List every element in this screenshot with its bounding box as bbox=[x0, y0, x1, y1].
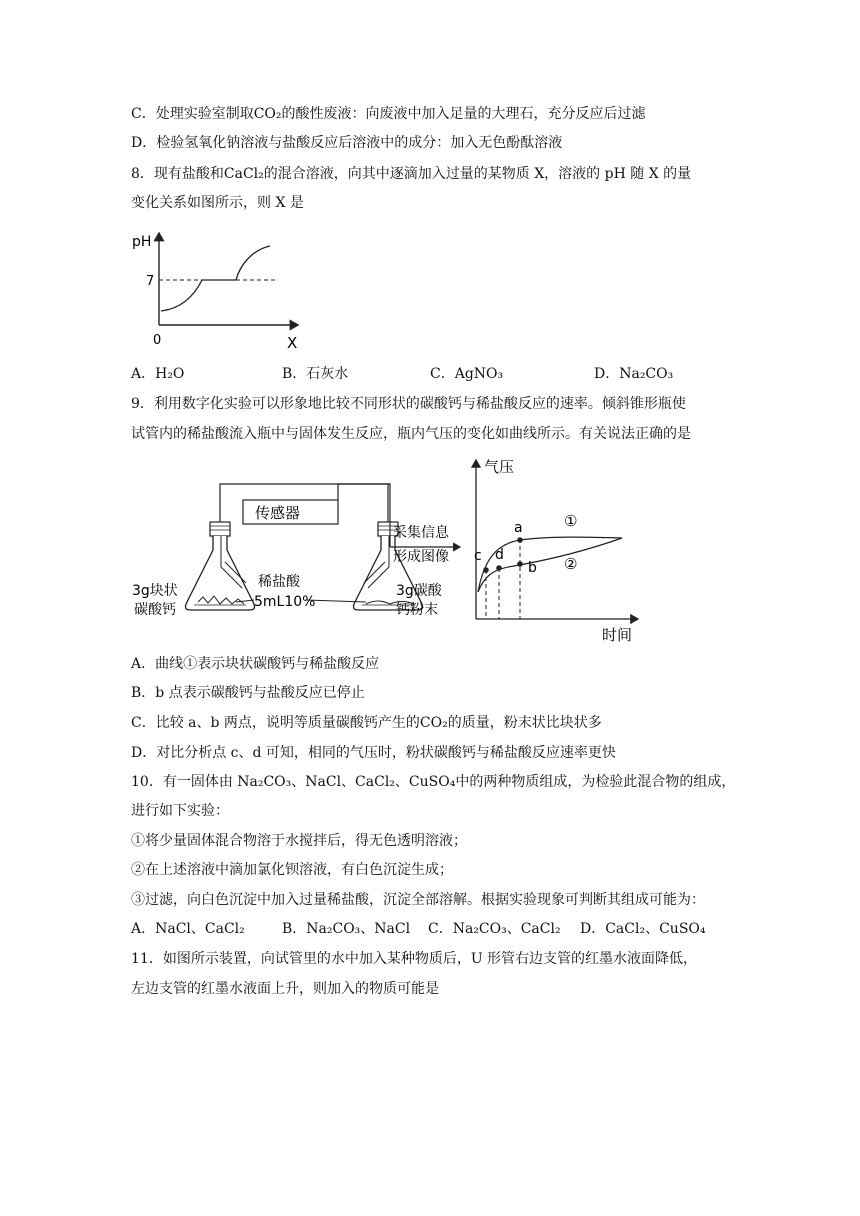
q10-option-d: D．CaCl₂、CuSO₄ bbox=[580, 921, 706, 937]
q10-option-b: B．Na₂CO₃、NaCl bbox=[282, 921, 411, 937]
q9-option-a: A．曲线①表示块状碳酸钙与稀盐酸反应 bbox=[131, 656, 380, 672]
q8-origin: 0 bbox=[153, 333, 162, 348]
q9-option-b: B．b 点表示碳酸钙与盐酸反应已停止 bbox=[131, 685, 365, 701]
q9-option-d: D．对比分析点 c、d 可知，相同的气压时，粉状碳酸钙与稀盐酸反应速率更快 bbox=[131, 745, 616, 761]
flask-left bbox=[186, 522, 255, 610]
q10-stem-line-1: 10．有一固体由 Na₂CO₃、NaCl、CaCl₂、CuSO₄中的两种物质组成，为检验此混合物的组成， bbox=[131, 774, 736, 790]
q9-point-b bbox=[517, 561, 523, 567]
q10-option-a: A．NaCl、CaCl₂ bbox=[131, 921, 245, 937]
q9-curve-1-label: ① bbox=[564, 512, 578, 530]
q8-x-label: X bbox=[287, 334, 298, 352]
right-solid-label-2: 钙粉末 bbox=[396, 602, 438, 618]
acid-label-2: 5mL10% bbox=[254, 594, 316, 610]
q9-label-b: b bbox=[528, 560, 537, 576]
q10-step-3: ③过滤，向白色沉淀中加入过量稀盐酸，沉淀全部溶解。根据实验现象可判断其组成可能为： bbox=[131, 892, 705, 908]
q9-figure bbox=[128, 452, 648, 646]
q10-step-2: ②在上述溶液中滴加氯化钡溶液，有白色沉淀生成； bbox=[131, 862, 453, 878]
q8-stem-line-2: 变化关系如图所示，则 X 是 bbox=[131, 195, 304, 211]
q8-stem-line-1: 8．现有盐酸和CaCl₂的混合溶液，向其中逐滴加入过量的某物质 X，溶液的 pH 随 X 的量 bbox=[131, 166, 692, 182]
q9-stem-line-2: 试管内的稀盐酸流入瓶中与固体发生反应，瓶内气压的变化如曲线所示。有关说法正确的是 bbox=[131, 426, 691, 442]
collect-label-2: 形成图像 bbox=[393, 549, 449, 565]
q9-curve-2-label: ② bbox=[564, 555, 578, 573]
q8-ph-graph bbox=[120, 225, 310, 353]
q9-label-a: a bbox=[514, 520, 523, 536]
q9-option-c: C．比较 a、b 两点，说明等质量碳酸钙产生的CO₂的质量，粉末状比块状多 bbox=[131, 715, 602, 731]
collect-label-1: 采集信息 bbox=[393, 525, 449, 541]
q8-option-d: D．Na₂CO₃ bbox=[594, 366, 674, 382]
q11-stem-line-1: 11．如图所示装置，向试管里的水中加入某种物质后，U 形管右边支管的红墨水液面降低， bbox=[131, 951, 698, 967]
q9-point-c bbox=[483, 567, 489, 573]
q9-point-a bbox=[517, 537, 523, 543]
q9-point-d bbox=[496, 565, 502, 571]
left-solid-label-1: 3g块状 bbox=[132, 583, 178, 599]
q8-y-label: pH bbox=[132, 234, 152, 250]
q9-x-label: 时间 bbox=[602, 626, 633, 644]
q8-y-tick-7: 7 bbox=[146, 274, 155, 289]
q8-option-b: B．石灰水 bbox=[282, 366, 349, 382]
acid-label-1: 稀盐酸 bbox=[258, 574, 300, 590]
q7-option-d: D．检验氢氧化钠溶液与盐酸反应后溶液中的成分：加入无色酚酞溶液 bbox=[131, 135, 563, 151]
q7-option-c: C．处理实验室制取CO₂的酸性废液：向废液中加入足量的大理石，充分反应后过滤 bbox=[131, 106, 646, 122]
q9-label-c: c bbox=[474, 548, 482, 564]
q8-option-c: C．AgNO₃ bbox=[430, 366, 504, 382]
q9-label-d: d bbox=[495, 547, 504, 563]
q9-stem-line-1: 9．利用数字化实验可以形象地比较不同形状的碳酸钙与稀盐酸反应的速率。倾斜锥形瓶使 bbox=[131, 396, 686, 412]
q9-y-label: 气压 bbox=[484, 458, 515, 476]
q8-ph-curve bbox=[161, 246, 270, 311]
q10-option-c: C．Na₂CO₃、CaCl₂ bbox=[428, 921, 561, 937]
right-solid-label-1: 3g碳酸 bbox=[396, 583, 442, 599]
left-solid-label-2: 碳酸钙 bbox=[134, 602, 176, 618]
q8-option-a: A．H₂O bbox=[131, 366, 185, 382]
q10-stem-line-2: 进行如下实验： bbox=[131, 803, 229, 819]
sensor-label: 传感器 bbox=[255, 504, 301, 522]
q10-step-1: ①将少量固体混合物溶于水搅拌后，得无色透明溶液； bbox=[131, 833, 467, 849]
q11-stem-line-2: 左边支管的红墨水液面上升，则加入的物质可能是 bbox=[131, 981, 439, 997]
